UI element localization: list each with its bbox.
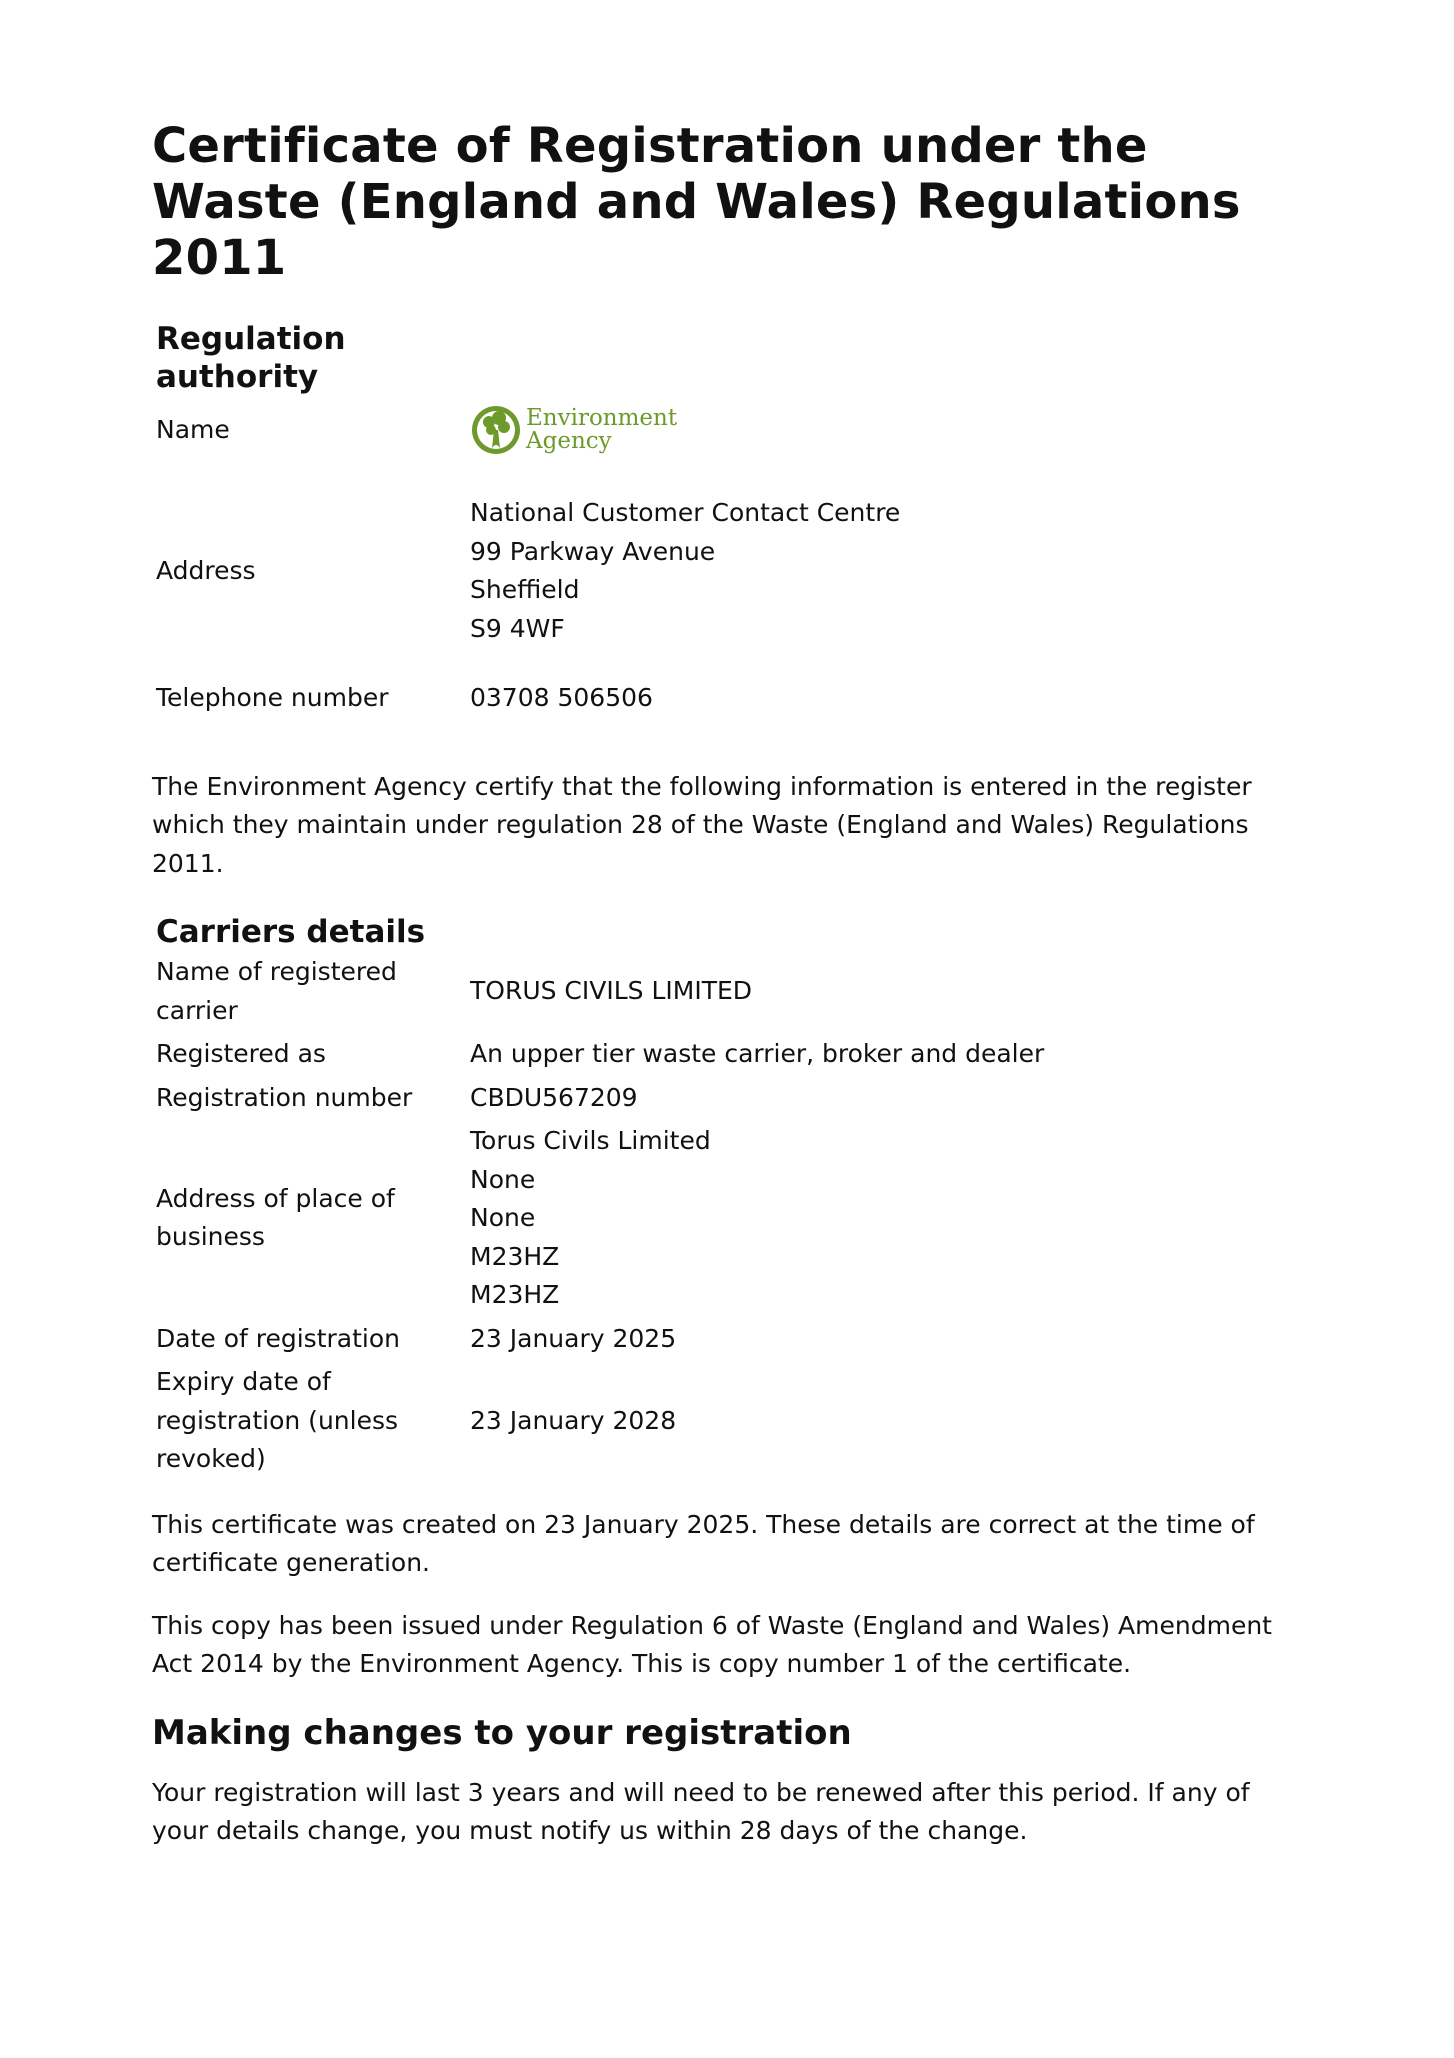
authority-address-line: Sheffield xyxy=(470,575,580,604)
created-statement: This certificate was created on 23 January 2025. These details are correct at the time of certificate generation. xyxy=(152,1509,1255,1577)
name-label: Name xyxy=(156,414,230,444)
carrier-name-value: TORUS CIVILS LIMITED xyxy=(470,976,753,1006)
regulation-authority-heading: Regulation authority xyxy=(156,321,346,395)
business-address xyxy=(470,1122,1304,1315)
making-changes-heading: Making changes to your registration xyxy=(152,1712,852,1753)
certificate-title: Certificate of Registration under the Waste (England and Wales) Regulations 2011 xyxy=(152,118,1241,286)
carriers-details-section xyxy=(152,913,1304,1479)
business-address-label: Address of place of business xyxy=(156,1183,395,1252)
expiry-date-value: 23 January 2028 xyxy=(470,1405,677,1435)
business-address-line: M23HZ xyxy=(470,1241,560,1271)
logo-word-agency: Agency xyxy=(526,428,612,454)
registration-date-value: 23 January 2025 xyxy=(470,1323,677,1353)
logo-wordmark xyxy=(526,407,677,453)
address-label: Address xyxy=(156,555,256,585)
registration-number-label: Registration number xyxy=(156,1082,413,1112)
expiry-date-label: Expiry date of registration (unless revoked) xyxy=(156,1367,399,1473)
carrier-name-label: Name of registered carrier xyxy=(156,957,397,1025)
telephone-label: Telephone number xyxy=(156,683,389,712)
making-changes-text: Your registration will last 3 years and will need to be renewed after this period. If any of your details change, you must notify us within 28 days of the change. xyxy=(152,1777,1250,1845)
business-address-line: None xyxy=(470,1164,536,1194)
business-address-line: Torus Civils Limited xyxy=(470,1126,711,1155)
tree-logo-icon xyxy=(470,402,522,458)
carriers-details-heading: Carriers details xyxy=(156,914,426,950)
authority-address-line: National Customer Contact Centre xyxy=(470,498,901,527)
business-address-line: None xyxy=(470,1203,536,1232)
registered-as-value: An upper tier waste carrier, broker and dealer xyxy=(470,1039,1045,1068)
environment-agency-logo xyxy=(470,400,1304,460)
telephone-value: 03708 506506 xyxy=(470,683,653,712)
business-address-line: M23HZ xyxy=(470,1280,560,1309)
logo-word-environment: Environment xyxy=(526,405,678,431)
regulation-authority-section xyxy=(152,320,1304,718)
registered-as-label: Registered as xyxy=(156,1039,326,1068)
authority-address xyxy=(470,494,1304,648)
authority-address-line: S9 4WF xyxy=(470,613,565,643)
certify-statement: The Environment Agency certify that the following information is entered in the register which they maintain under regulation 28 of the Waste (England and Wales) Regulations 2011. xyxy=(152,771,1252,878)
registration-date-label: Date of registration xyxy=(156,1323,400,1353)
authority-address-line: 99 Parkway Avenue xyxy=(470,536,716,566)
registration-number-value: CBDU567209 xyxy=(470,1082,638,1112)
copy-statement: This copy has been issued under Regulation 6 of Waste (England and Wales) Amendment Act 2014 by the Environment Agency. This is copy number 1 of the certificate. xyxy=(152,1610,1272,1678)
